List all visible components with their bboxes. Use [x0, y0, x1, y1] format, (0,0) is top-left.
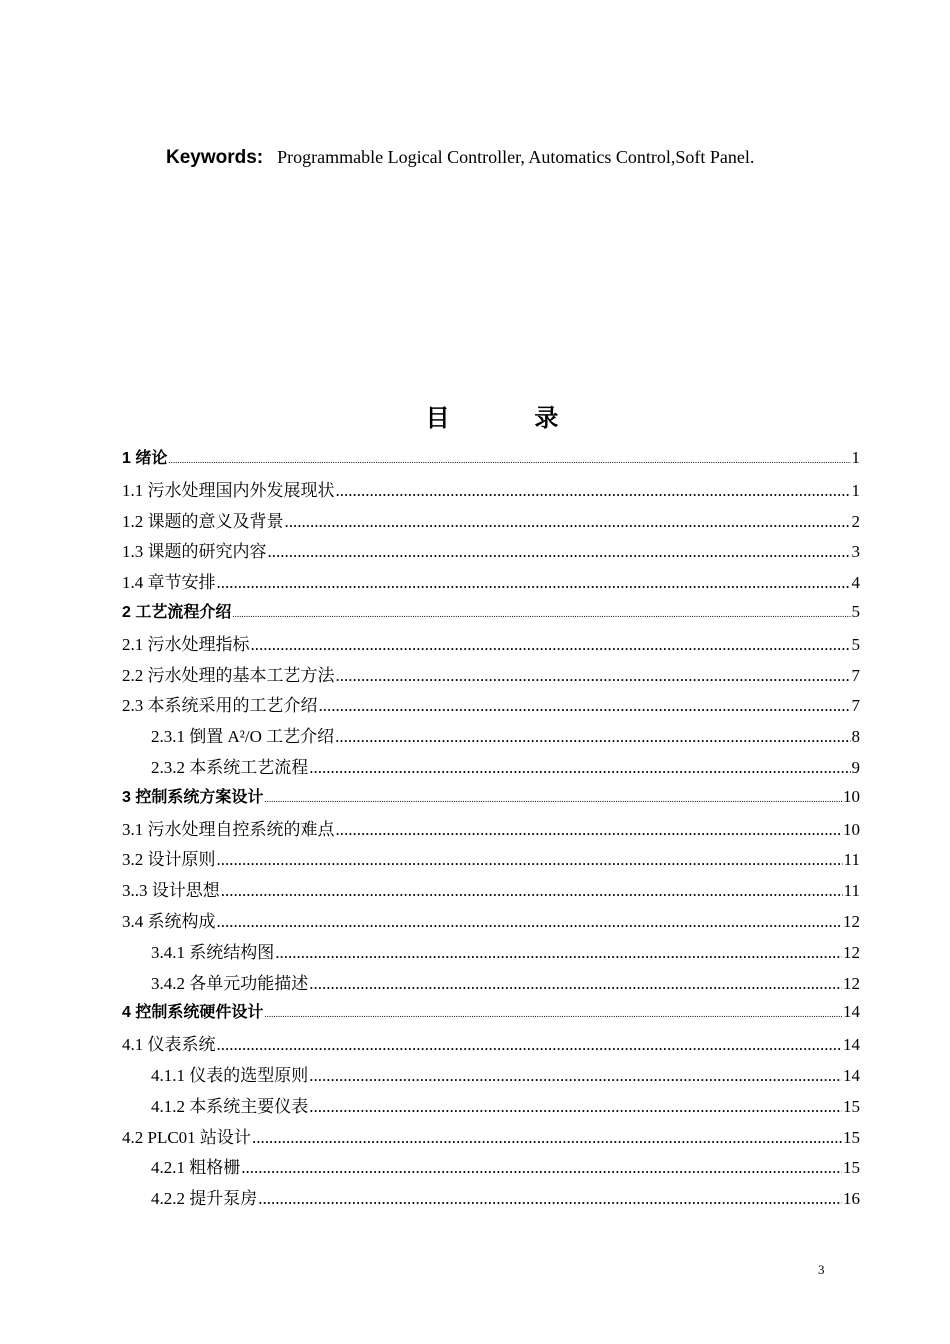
- toc-entry[interactable]: [122, 999, 860, 1030]
- toc-entry-page: 16: [843, 1189, 860, 1209]
- toc-dot-leader: [319, 696, 851, 716]
- toc-entry-label: 4.1 仪表系统: [122, 1035, 216, 1055]
- toc-entry-page: 15: [843, 1127, 860, 1147]
- toc-dot-leader: [251, 635, 851, 655]
- toc-entry-label: 1.2 课题的意义及背景: [122, 511, 284, 531]
- toc-entry-label: 3 控制系统方案设计: [122, 788, 264, 806]
- toc-entry-label: 2.3.1 倒置 A²/O 工艺介绍: [151, 727, 335, 747]
- toc-dot-leader: [232, 604, 850, 622]
- toc-entry[interactable]: [122, 753, 860, 784]
- toc-entry[interactable]: [122, 1092, 860, 1123]
- toc-entry-page: 15: [843, 1158, 860, 1178]
- toc-entry-page: 15: [843, 1096, 860, 1116]
- toc-dot-leader: [221, 881, 843, 901]
- toc-dot-leader: [217, 850, 843, 870]
- toc-entry[interactable]: [122, 599, 860, 630]
- toc-entry-label: 3.4.2 各单元功能描述: [151, 973, 309, 993]
- toc-entry-page: 5: [851, 601, 860, 621]
- toc-entry[interactable]: [122, 722, 860, 753]
- toc-entry-page: 14: [843, 1002, 860, 1022]
- toc-dot-leader: [336, 666, 851, 686]
- toc-entry-label: 3.1 污水处理自控系统的难点: [122, 819, 335, 839]
- toc-entry[interactable]: [122, 568, 860, 599]
- toc-entry-page: 11: [843, 850, 860, 870]
- toc-dot-leader: [275, 943, 842, 963]
- toc-entry-label: 4.1.1 仪表的选型原则: [151, 1065, 309, 1085]
- toc-dot-leader: [268, 542, 851, 562]
- toc-entry[interactable]: [122, 691, 860, 722]
- toc-dot-leader: [264, 1004, 842, 1022]
- toc-entry-label: 2.2 污水处理的基本工艺方法: [122, 665, 335, 685]
- toc-entry-page: 3: [851, 542, 860, 562]
- toc-dot-leader: [258, 1189, 842, 1209]
- toc-entry-label: 1.4 章节安排: [122, 573, 216, 593]
- toc-entry[interactable]: [122, 661, 860, 692]
- toc-entry[interactable]: [122, 876, 860, 907]
- toc-dot-leader: [264, 789, 842, 807]
- toc-entry[interactable]: [122, 1061, 860, 1092]
- page-number: 3: [818, 1262, 825, 1277]
- table-of-contents: [122, 445, 860, 1215]
- toc-entry-label: 4.2 PLC01 站设计: [122, 1127, 251, 1147]
- toc-entry[interactable]: [122, 784, 860, 815]
- toc-title: 目 录: [425, 404, 561, 432]
- toc-entry[interactable]: [122, 445, 860, 476]
- toc-entry-page: 12: [843, 973, 860, 993]
- toc-entry[interactable]: [122, 969, 860, 1000]
- toc-entry[interactable]: [122, 1184, 860, 1215]
- toc-entry[interactable]: [122, 1123, 860, 1154]
- toc-entry-label: 4.2.1 粗格栅: [151, 1158, 241, 1178]
- toc-entry-label: 3.2 设计原则: [122, 850, 216, 870]
- toc-entry-label: 4.2.2 提升泵房: [151, 1189, 258, 1209]
- toc-entry[interactable]: [122, 507, 860, 538]
- toc-entry-page: 1: [851, 480, 860, 500]
- toc-dot-leader: [309, 1097, 842, 1117]
- toc-entry[interactable]: [122, 1153, 860, 1184]
- toc-entry[interactable]: [122, 815, 860, 846]
- toc-dot-leader: [252, 1128, 842, 1148]
- toc-dot-leader: [168, 450, 850, 468]
- toc-dot-leader: [335, 727, 850, 747]
- toc-entry-page: 4: [851, 573, 860, 593]
- toc-dot-leader: [309, 974, 842, 994]
- toc-entry-label: 1.3 课题的研究内容: [122, 542, 267, 562]
- toc-entry-page: 9: [851, 757, 860, 777]
- keywords-line: [166, 147, 754, 169]
- toc-entry[interactable]: [122, 938, 860, 969]
- toc-entry-page: 12: [843, 942, 860, 962]
- toc-dot-leader: [309, 758, 850, 778]
- toc-dot-leader: [217, 912, 843, 932]
- toc-entry[interactable]: [122, 476, 860, 507]
- toc-dot-leader: [217, 1035, 843, 1055]
- toc-entry-page: 7: [851, 696, 860, 716]
- toc-entry[interactable]: [122, 845, 860, 876]
- toc-entry-page: 12: [843, 911, 860, 931]
- toc-entry-label: 2.3.2 本系统工艺流程: [151, 757, 309, 777]
- toc-entry-page: 10: [843, 786, 860, 806]
- toc-dot-leader: [241, 1158, 842, 1178]
- toc-entry-label: 2.1 污水处理指标: [122, 634, 250, 654]
- toc-entry-page: 14: [843, 1065, 860, 1085]
- toc-dot-leader: [336, 481, 851, 501]
- toc-entry[interactable]: [122, 630, 860, 661]
- toc-entry[interactable]: [122, 907, 860, 938]
- toc-entry-page: 1: [851, 448, 860, 467]
- toc-dot-leader: [217, 573, 851, 593]
- toc-entry-label: 3.4.1 系统结构图: [151, 942, 275, 962]
- toc-entry-page: 11: [843, 881, 860, 901]
- toc-dot-leader: [309, 1066, 842, 1086]
- toc-entry-label: 1.1 污水处理国内外发展现状: [122, 480, 335, 500]
- toc-dot-leader: [336, 820, 843, 840]
- toc-entry-label: 4.1.2 本系统主要仪表: [151, 1096, 309, 1116]
- toc-entry-label: 2.3 本系统采用的工艺介绍: [122, 696, 318, 716]
- toc-entry-label: 4 控制系统硬件设计: [122, 1004, 264, 1022]
- keywords-text: Programmable Logical Controller, Automatics Control,Soft Panel.: [277, 147, 755, 167]
- toc-entry-page: 7: [851, 665, 860, 685]
- toc-entry[interactable]: [122, 1030, 860, 1061]
- toc-entry[interactable]: [122, 537, 860, 568]
- toc-entry-page: 5: [851, 634, 860, 654]
- toc-entry-label: 1 绪论: [122, 450, 168, 467]
- toc-entry-page: 10: [843, 819, 860, 839]
- toc-dot-leader: [285, 512, 851, 532]
- toc-entry-page: 14: [843, 1035, 860, 1055]
- toc-entry-label: 2 工艺流程介绍: [122, 603, 232, 621]
- toc-entry-page: 2: [851, 511, 860, 531]
- toc-entry-label: 3..3 设计思想: [122, 881, 220, 901]
- keywords-label: Keywords:: [166, 147, 264, 168]
- toc-entry-label: 3.4 系统构成: [122, 911, 216, 931]
- toc-entry-page: 8: [851, 727, 860, 747]
